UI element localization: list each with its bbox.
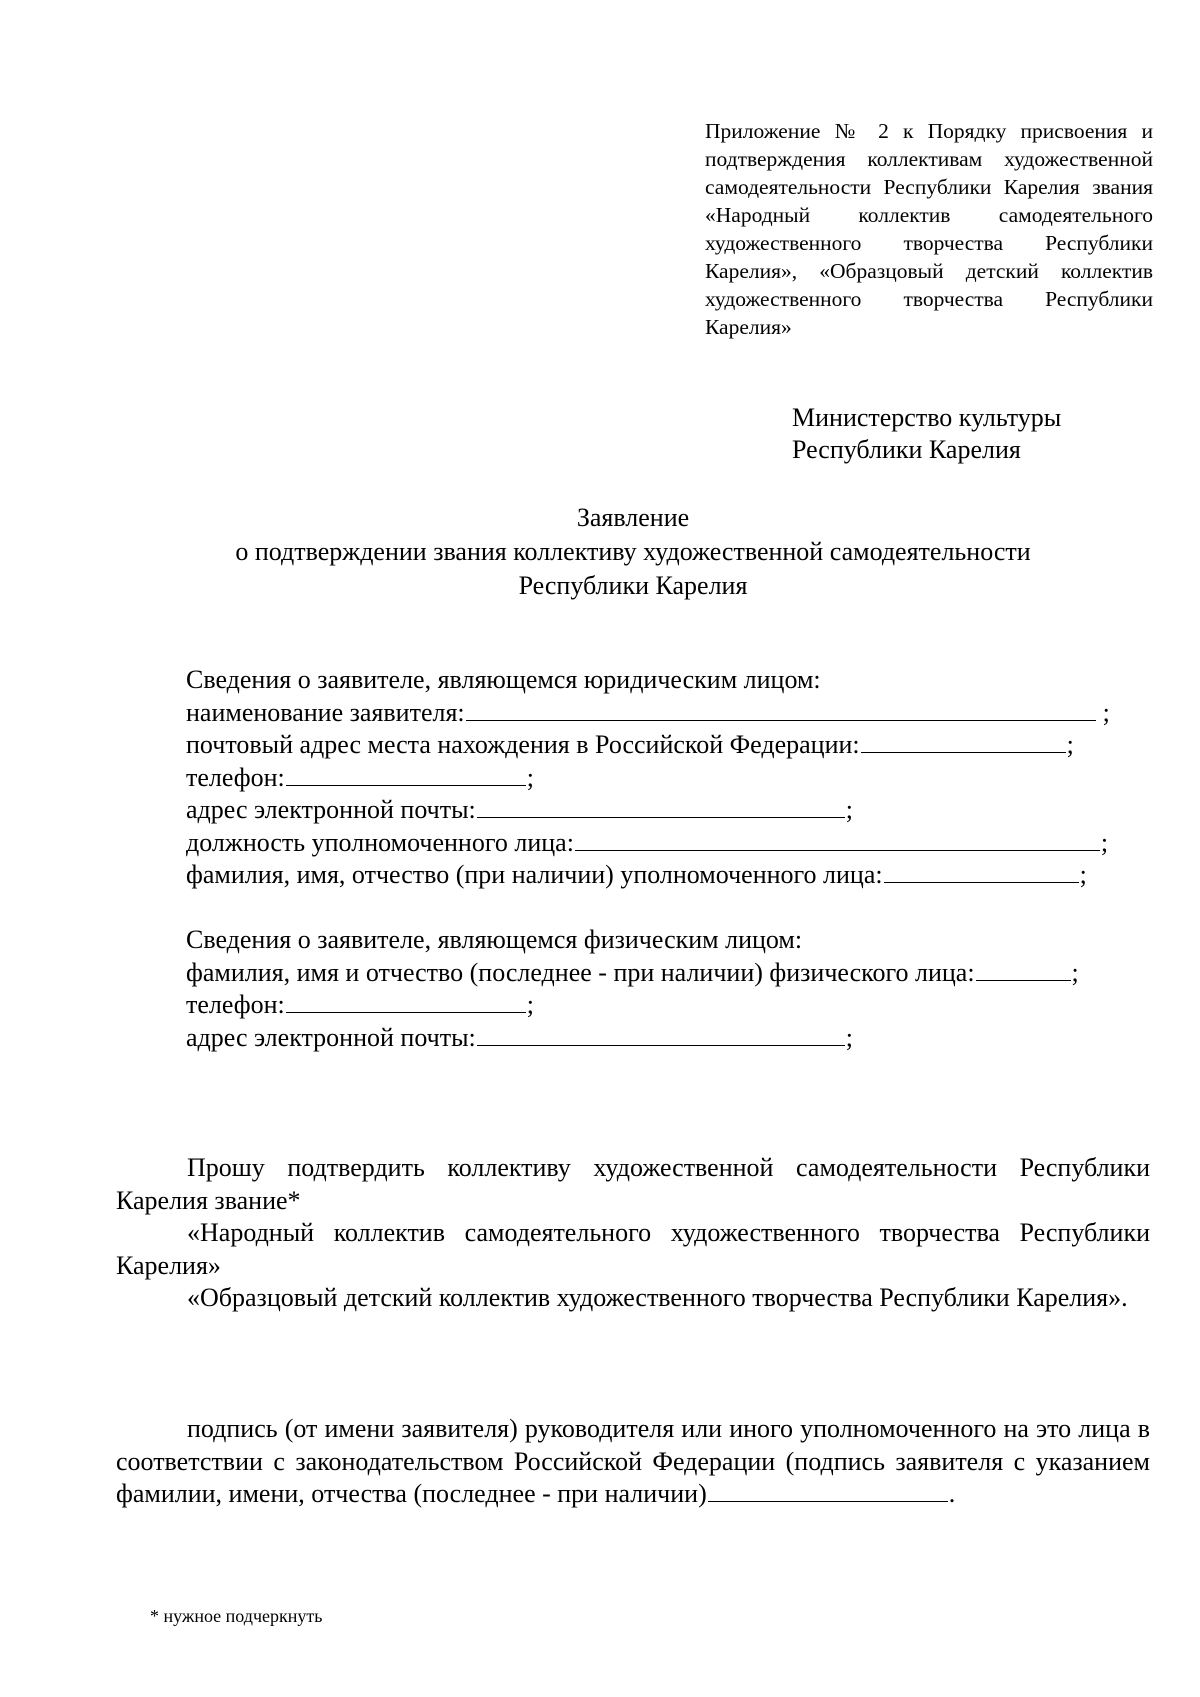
legal-fio-blank[interactable] bbox=[884, 860, 1079, 883]
physical-fio-label: фамилия, имя и отчество (последнее - при наличии) физического лица: bbox=[186, 957, 975, 987]
signature-block bbox=[116, 1413, 1150, 1511]
physical-email-label: адрес электронной почты: bbox=[186, 1022, 476, 1052]
legal-entity-section bbox=[186, 664, 1110, 892]
legal-position-row: должность уполномоченного лица: ; bbox=[186, 827, 1110, 860]
request-option-people: «Народный коллектив самодеятельного художественного творчества Республики Карелия» bbox=[116, 1218, 1150, 1280]
title-line-3: Республики Карелия bbox=[518, 571, 748, 600]
physical-fio-row: фамилия, имя и отчество (последнее - при наличии) физического лица: ; bbox=[186, 957, 1079, 990]
legal-heading: Сведения о заявителе, являющемся юридическим лицом: bbox=[186, 665, 821, 694]
legal-fio-row: фамилия, имя, отчество (при наличии) уполномоченного лица: ; bbox=[186, 859, 1110, 892]
annex-note: Приложение № 2 к Порядку присвоения и подтверждения коллективам художественной самодеятельности Республики Карелия звания «Народный коллектив самодеятельного художественного творчества Республики Карелия», «Образцовый детский коллектив художественного творчества Республики Карелия» bbox=[705, 119, 1153, 339]
physical-person-section bbox=[186, 924, 1079, 1054]
signature-text: подпись (от имени заявителя) руководителя или иного уполномоченного на это лица в соответствии с законодательством Российской Федерации (подпись заявителя с указанием фамилии, имени, отчества (последнее - при наличии) bbox=[116, 1414, 1150, 1508]
physical-phone-label: телефон: bbox=[186, 990, 285, 1019]
recipient-line-2: Республики Карелия bbox=[792, 435, 1021, 464]
physical-email-blank[interactable] bbox=[477, 1023, 845, 1046]
request-paragraph-1: Прошу подтвердить коллективу художественной самодеятельности Республики Карелия звание* bbox=[116, 1153, 1150, 1215]
legal-phone-blank[interactable] bbox=[286, 763, 526, 786]
legal-phone-row: телефон: ; bbox=[186, 762, 1110, 795]
document-title bbox=[150, 501, 1116, 603]
signature-blank[interactable] bbox=[708, 1479, 948, 1502]
request-option-exemplary: «Образцовый детский коллектив художественного творчества Республики Карелия». bbox=[187, 1283, 1128, 1312]
signature-paragraph: подпись (от имени заявителя) руководителя или иного уполномоченного на это лица в соответствии с законодательством Российской Федерации (подпись заявителя с указанием фамилии, имени, отчества (последнее - при наличии) . bbox=[116, 1414, 1150, 1508]
legal-email-blank[interactable] bbox=[477, 795, 845, 818]
legal-position-blank[interactable] bbox=[575, 828, 1100, 851]
title-line-1: Заявление bbox=[576, 503, 690, 532]
footnote: * нужное подчеркнуть bbox=[150, 1606, 323, 1626]
legal-address-blank[interactable] bbox=[861, 730, 1066, 753]
recipient-block bbox=[792, 402, 1172, 466]
physical-email-row: адрес электронной почты: ; bbox=[186, 1022, 1079, 1055]
physical-phone-row: телефон: ; bbox=[186, 989, 1079, 1022]
legal-name-blank[interactable] bbox=[466, 698, 1096, 721]
physical-phone-blank[interactable] bbox=[286, 990, 526, 1013]
legal-email-row: адрес электронной почты: ; bbox=[186, 794, 1110, 827]
legal-name-row: наименование заявителя: ; bbox=[186, 697, 1110, 730]
legal-address-label: почтовый адрес места нахождения в Российской Федерации: bbox=[186, 730, 860, 759]
legal-phone-label: телефон: bbox=[186, 762, 285, 792]
legal-position-label: должность уполномоченного лица: bbox=[186, 827, 574, 857]
recipient-line-1: Министерство культуры bbox=[792, 403, 1062, 432]
legal-email-label: адрес электронной почты: bbox=[186, 795, 476, 824]
legal-name-label: наименование заявителя: bbox=[186, 697, 465, 727]
title-line-2: о подтверждении звания коллективу художественной самодеятельности bbox=[235, 537, 1031, 566]
physical-heading: Сведения о заявителе, являющемся физическим лицом: bbox=[186, 925, 803, 954]
physical-fio-blank[interactable] bbox=[976, 958, 1071, 981]
legal-address-row: почтовый адрес места нахождения в Российской Федерации: ; bbox=[186, 729, 1110, 762]
request-block bbox=[116, 1152, 1150, 1315]
legal-fio-label: фамилия, имя, отчество (при наличии) уполномоченного лица: bbox=[186, 860, 883, 889]
